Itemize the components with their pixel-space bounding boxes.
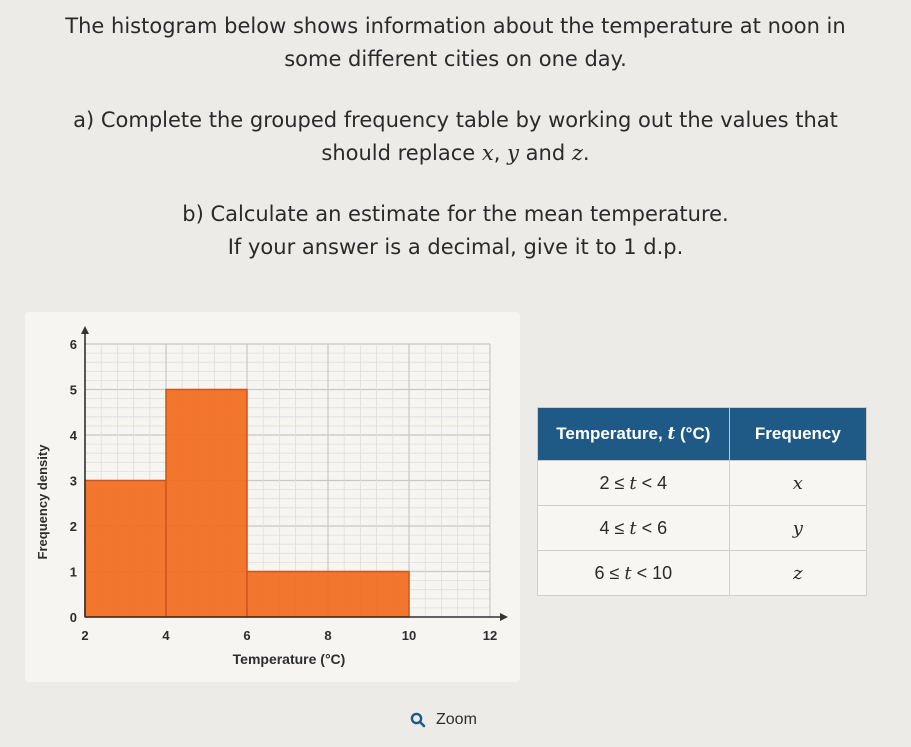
x-axis-arrow (500, 613, 508, 621)
y-tick-label: 1 (69, 564, 77, 580)
part-a-line-1: a) Complete the grouped frequency table by working out the values that (73, 108, 838, 132)
class-interval: 4 ≤ t < 6 (538, 506, 730, 551)
histogram-bar (247, 572, 409, 618)
zoom-button[interactable] (410, 709, 477, 731)
x-tick-label: 8 (324, 628, 332, 643)
table-header-row (538, 408, 867, 461)
y-axis-arrow (81, 326, 89, 334)
x-tick-label: 6 (243, 628, 251, 643)
question-text (0, 10, 911, 264)
question-line-1: The histogram below shows information about the temperature at noon in (65, 14, 846, 38)
histogram-card (25, 312, 520, 682)
part-a-end: . (582, 141, 590, 165)
x-tick-label: 10 (401, 628, 417, 643)
y-tick-label: 4 (69, 428, 77, 443)
table-row (538, 506, 867, 551)
y-axis-label: Frequency density (35, 444, 50, 560)
histogram-chart (25, 312, 520, 682)
question-line-2: some different cities on one day. (284, 47, 627, 71)
part-a-sep: , (493, 141, 508, 165)
frequency-table (537, 407, 867, 596)
histogram-bar (85, 481, 166, 618)
frequency-cell: x (729, 461, 866, 506)
y-tick-label: 6 (69, 337, 77, 352)
var-x: x (481, 141, 494, 165)
x-tick-label: 12 (482, 628, 498, 643)
x-axis-label: Temperature (°C) (232, 651, 346, 667)
x-tick-label: 2 (81, 628, 89, 643)
class-interval: 6 ≤ t < 10 (538, 551, 730, 596)
frequency-cell: z (729, 551, 866, 596)
y-tick-label: 3 (69, 473, 77, 489)
table-row (538, 551, 867, 596)
zoom-label: Zoom (436, 711, 477, 728)
part-a-line-2 (0, 137, 911, 170)
header-temperature: Temperature, t (°C) (538, 408, 730, 461)
x-tick-label: 4 (162, 628, 170, 643)
frequency-cell: y (729, 506, 866, 551)
y-tick-label: 5 (69, 382, 77, 398)
part-a-and: and (518, 141, 572, 165)
part-b-line-1: b) Calculate an estimate for the mean temperature. (182, 202, 729, 226)
table-row (538, 461, 867, 506)
header-frequency: Frequency (729, 408, 866, 461)
var-y: y (507, 141, 519, 165)
class-interval: 2 ≤ t < 4 (538, 461, 730, 506)
magnifier-icon (410, 712, 426, 728)
part-a-pre: should replace (321, 141, 482, 165)
var-z: z (571, 141, 583, 165)
y-tick-label: 2 (69, 519, 77, 534)
histogram-bar (166, 390, 247, 618)
part-b-line-2: If your answer is a decimal, give it to 1 d.p. (227, 235, 684, 259)
y-tick-label: 0 (69, 610, 77, 625)
